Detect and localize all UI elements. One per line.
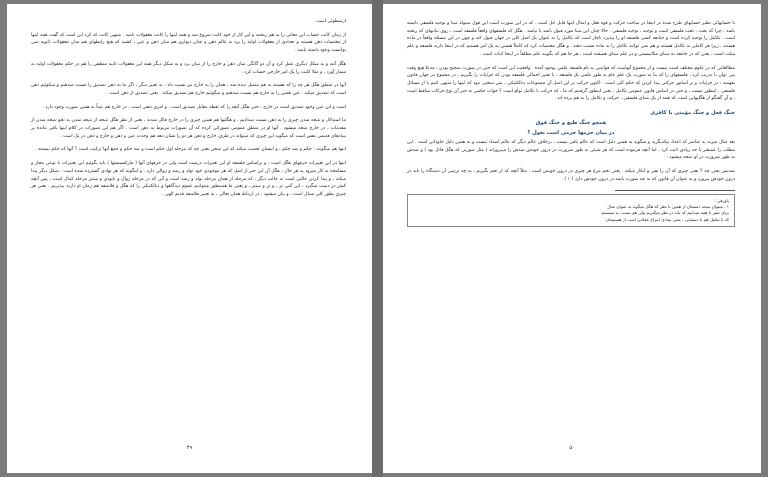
left-paragraph-8: اینها در این تغییرات حرفهای هگل است ، و براساس فلسفه او این تغییرات درست است ولی در حرفهای آنها ( مارکسیستها ) باید بگوئیم این تغییرات با نوعی مجاز و مسامحه به کار میرود به هر حال ، هگل آن این خیر از اصل که هر موجودی خود تولد و رشد و زوالی دارد . و اینگونه که هر نهادی گسترده شده است ، شکل دیگر پیدا میکند ، و پیدا کردن حالتی است نه حالت دیگر ، که مرحله از همان مرحله تولد و رشد است و آنی که در مرحله زوال و نابودی و سنتز مرحله کمال است ، پس آنچه کمتر در دست میگیرد ، این آنتی تز ، و تز و سنتز ، و یعنی ما همینطور میتوانیم عموم دیدگاهها و دیالکتیکی را که هگل و فلاسفه هم زمان او دارند بپذیریم . یعنی هر چیزی بطور کلی سیال است ، و بیان میشود ، در ارتباط همان تعالی ، به تعبیر فلاسفه قدیم الهی . — [31, 161, 346, 197]
verse-heading-1: جنگ فعل و جنگ مؤمنی با کافری — [650, 110, 735, 117]
footnote-line-1: ۱ . میتوان نتیجه دستمان از همین با نظر که هگل میگوید به عنوان مثال — [607, 203, 729, 209]
footnote-line-2: برای تمیز با همه میدانیم که باید در نظر میگیریم ولی هم نسبت به سیستم — [601, 210, 729, 216]
footnote-line-3: که با تحلیل هم با دستیابی ، یعنی بنیادی انتزاع عقلانی است از هستیمان . — [603, 216, 729, 222]
left-paragraph-4: آنها در منطق هگل هر چه را که هستند به هم متصل دیده شد ، همان را به خارج نیز نسبت داد ، به تعبیر دیگر ، اگر ما به ذهن تصدیق را نسبت میدهیم و سکوئیم ذهن است که تصدیق میکند . عین همین را به خارج هم نسبت میدهیم و میگوئیم خارج هم تصدیق میکند . یعنی تصدیق از ذهن است . — [31, 83, 346, 96]
left-paragraph-6: ما استدلال و نتیجه شدن چیزی را به ذهن نسبت میدادیم ، و هگلیها هم همین چیزی را در خارج قائل شدند ، یعنی از نظر هگل نتیجه از نتیجه شدن به نحو نتیجه شدن از مقدمات ، در خارج نتیجه میشود . آنها او در منطق عمومی تصوراتی کرده که آن تصورات مربوط به ذهن است . اگر هم این تصورات در کلام اینها باقی مانده بر بنیادهای قدیمی نقص است که میگوید این چیزی که میتواند در طرف خارج و ذهن هر دو را نشان دهد هم وحدت عین و ذهن و خارج و ذهن در یک است . — [31, 118, 346, 139]
left-paragraph-2: از زمان کانت حساب این معانی را به هم ریختند و این کار از خود کانت شروع شد و همه اینها را کانت معقولات نامید . منتهی کانت که کرد این است که گفت همه اینها از مختصات ذهن هستند و تعدادی از معقولات اولیه را برد به عالم ذهن و چنان دیواری هم میان ذهن و عین ، کشید که هیچ رابطهای هم میان معقولات ثانویه نمی توانست وجود داشته باشد . — [31, 32, 346, 54]
right-paragraph-1: با حسابهائی نظیر حسابهای طرح شده در اینجا در مباحث حرکت و قوه فعل و امثال اینها قابل حل است . که در این صورت است این قول مبتولد مبنا و توجیه فلسفی داشته باشد ، چرا که بحث ، تحت فلسفی است و توجیه ، توجیه فلسفی . حالا چنان این مبنا مورد قبول باشد یا نباشد . هگل که فلسفهای واقعاً فلسفه است ، روی تبانیهای که ریخته است ، تکامل را توجیه کرده است و جنابعه کسی فلسفه او را بپذیرد ناچار است که تکامل را به عنوان یک اصل کلی در جهان قبول کند و چون در این مسئله واقعاً در ماده هستند ، زیرا هر کاملی به تکامل هستند و هم نمی توانند تکامل را به ماده نسبت دهند . و هگل مختصات کرد که کاملاً هستی به یک امر هستیم که در اینجا دارند فلسفه و علم سلب است ، یعنی که در جامعه به مبنای مکانیسمی و در علم مبنای همیشه است ، هر جا هم که بگویند علم مطلقاً در اینجا اثبات است . — [407, 21, 735, 57]
left-page — [7, 4, 372, 473]
right-paragraph-3: بعد مثال میزند به عناصر که اعداد بیکدیگرند و میگوید به همین دلیل است که عالم باقی نیست ، برخلاف عالم دیگر که عالم اضداد نیست و به همین دلیل جاودانی است . این مطلب را عمیقتر با حد زیادی ثابت کرد . اما آنچه فرموده است که هر شیئی به طور ضرورت در درون خودش ضدش را میپروراند ( مثل صورتی که هگل قائل بود ) و ضدش به طور ضرورت در او نتیجه میشود . — [407, 140, 735, 161]
left-page-number: ۴۹ — [186, 445, 193, 451]
left-paragraph-3: هگل آمد و به شکل دیگری عمل کرد و آن دو گانگی میان ذهن و خارج را از میان برد و به شکل دیگر همه این معقولات ثانیه منطقی را هم در حکم معقولات اولیه به شمار آورد ، و مثلا کلیت را یک امر خارجی حساب کرد . — [31, 61, 346, 75]
left-paragraph-7: اینها هم میگویند : حکم و ضد حکم ، و اینسان تعصب میکند که این سخن یعنی چه که مرحله اول حکم است و ضد حکم و جمع آنها ترکیب است ؟ آنها که حکم نیستند . — [34, 147, 346, 153]
verse-heading-3: در میان جرمها جرمی است بغول ؟ — [527, 130, 615, 137]
verse-heading-2: همچو جنگ طبع و جنگ فوق — [535, 120, 607, 127]
right-paragraph-2: مطالعاتی که در علوم مختلف است نیست و از مجموع آنهاست که قوانینی به نام فلسفه علمی بوجود آمده . واقعیت این است که حتی در صورت صحیح بودن ، مدعا هیچ وقت بنی توان با تدریب کرد ، فلسفهای را که بنا به صورت یک علم عام به طور علمی یک فلسفه ، با تعبیر اجمالی فلسفه بودن که جزئیات را بگیریم ، در مجموع در جهان قانون بفهمند ، در جزئیات و بر اساس حرکتی پیدا کردن که حکم کلی است . اکنون حرکت بر این اصل آن مصنوعات دیالکتیکی ، پس سختی نبود که اینها را منتهی کنیم یا از مسائل فلسفی ، اینطور نیست ، و حتی در اساس قانون عمومی تکامل ، یعنی اینطور گرفتیم که ما ، که حرکت با تکامل توأم است ؟ جواب حکمی نه خیر آن نوع حرکات ساقط است ، و آن گفتگو از هگلیهایی است که همه از یک مبنای فلسفی ، حرکت و تکامل را به هم برده اند . — [407, 65, 735, 102]
right-page — [383, 4, 761, 473]
footnote-divider — [615, 190, 735, 191]
left-paragraph-5: است و این عین وجود تصدیق است در خارج ، حتی هگل آنچه را که نقطه مقابل تصدیق است ، و امری ذهنی است ، در خارج هم عیناً به همین صورت وجود دارد . — [42, 104, 346, 110]
footnote-box — [407, 194, 735, 228]
footnote-title: پاورقی : — [714, 197, 729, 203]
right-page-number: ۵۰ — [569, 445, 575, 451]
left-paragraph-1: ارسطوئی است . — [313, 19, 346, 24]
book-gutter — [372, 0, 383, 477]
right-paragraph-4: ضدیش یعنی چه ؟ یعنی چیزی که آن را نفی و انکار میکند . یعنی تخم مرغ هر چیزی در درون خویش است . مثلاً آنچه که از تخم بگیریم ، به چه ترتیبی آن دستگاه را باید در درون خودش بپرورد و به عنوان آن قانون که به چه صورت باشد در درون خودش دارد ( ۱ ) . — [407, 169, 735, 182]
